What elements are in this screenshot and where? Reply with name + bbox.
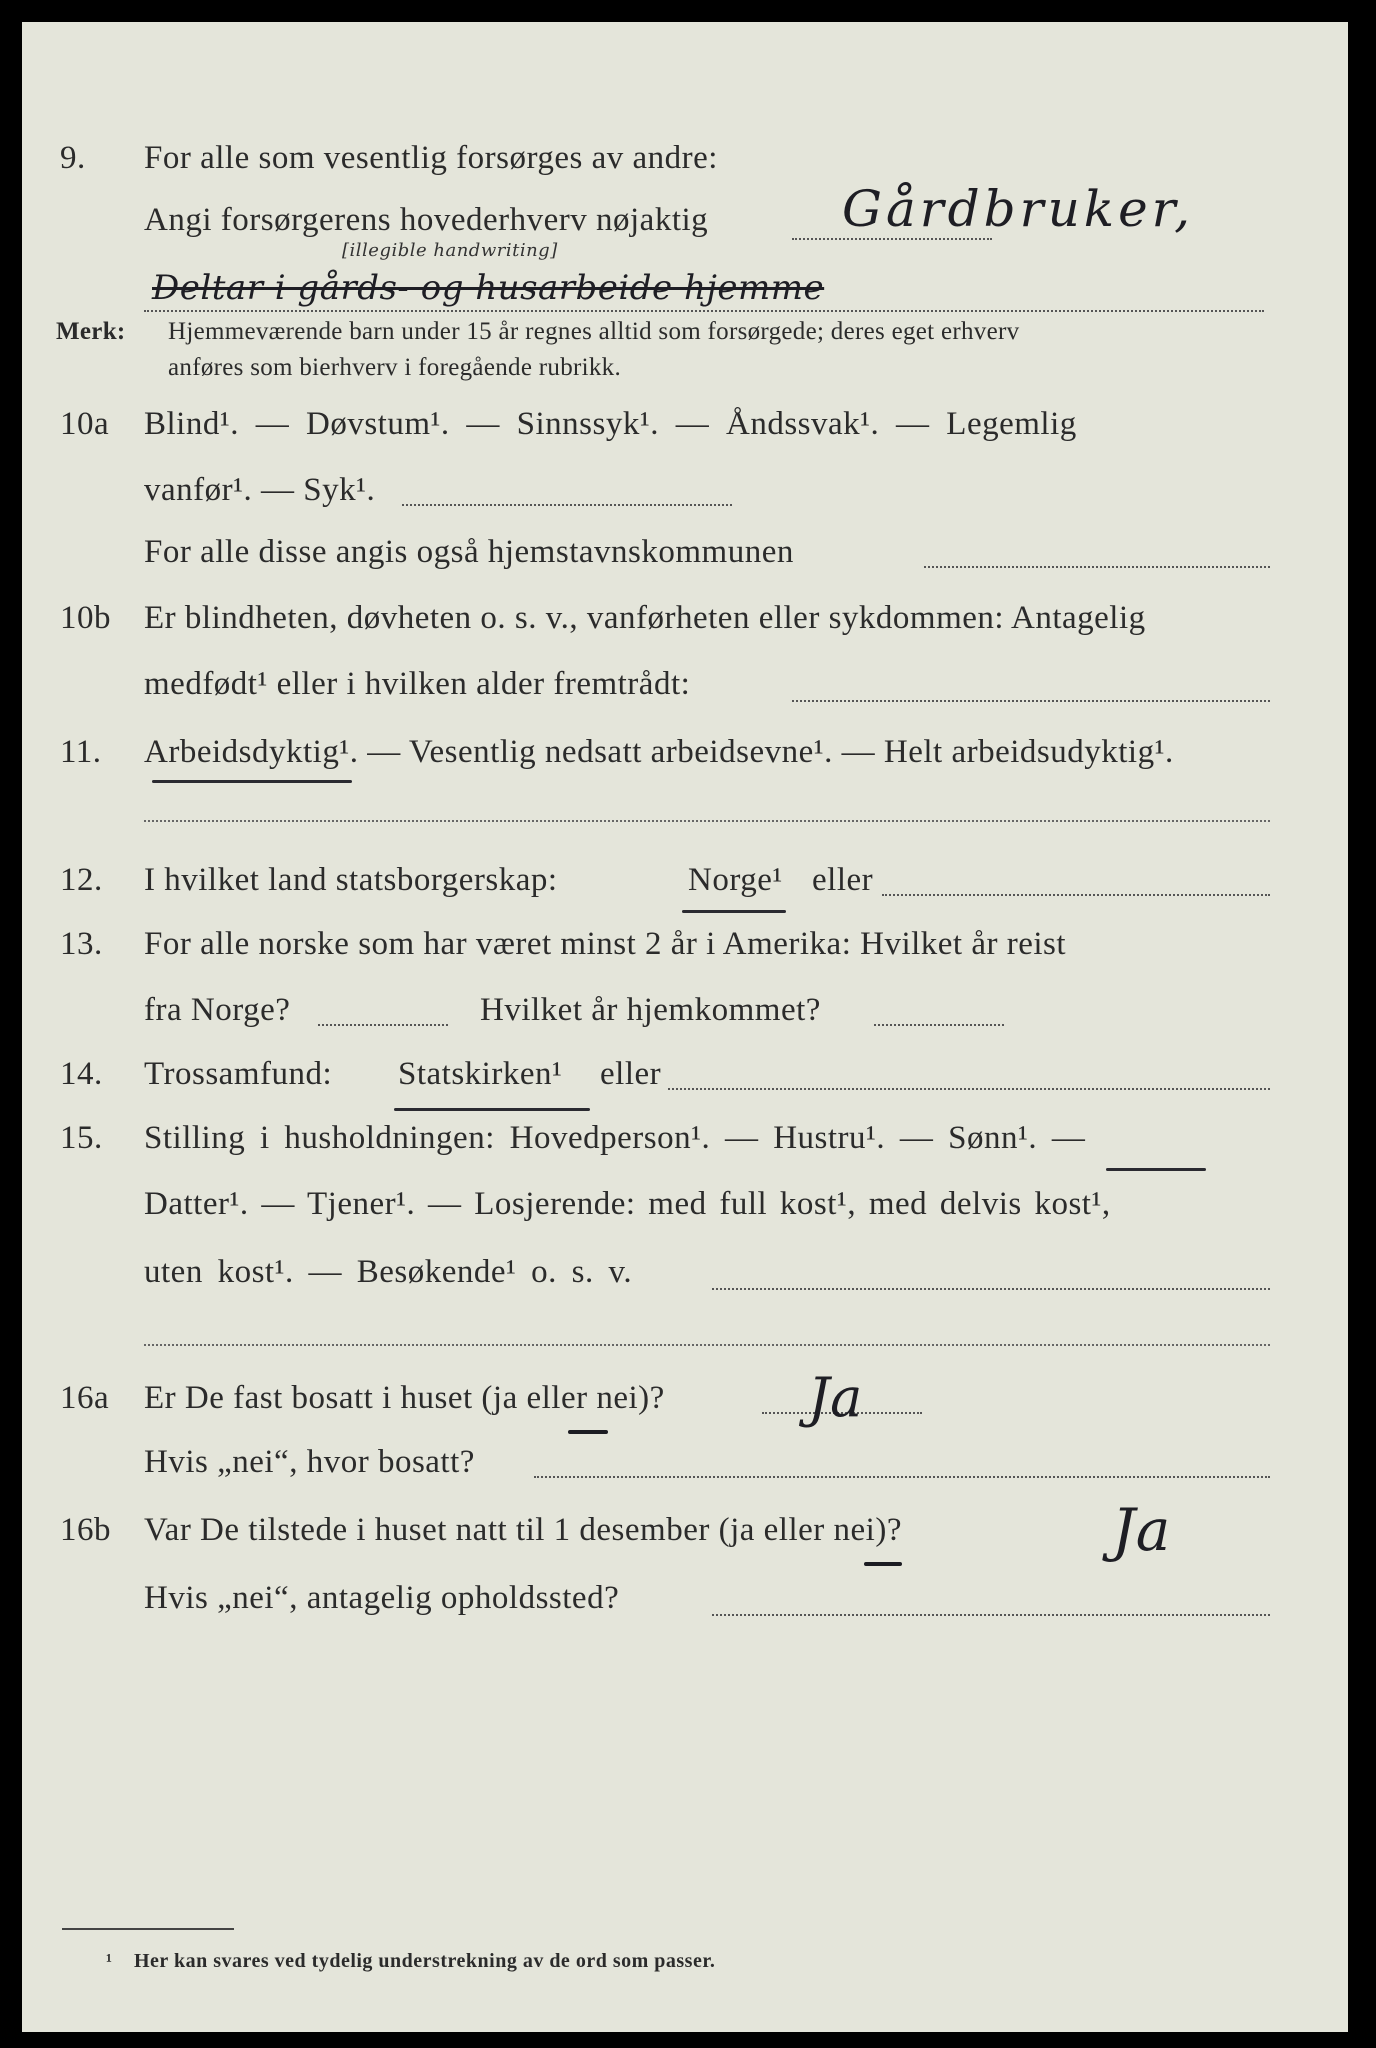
question-text: For alle disse angis også hjemstavnskommunen (144, 534, 794, 570)
note-text: Hjemmeværende barn under 15 år regnes alltid som forsørgede; deres eget erhverv (168, 318, 1020, 345)
question-text: eller (812, 862, 874, 898)
underline-mark (394, 1108, 590, 1111)
question-text: uten kost¹. — Besøkende¹ o. s. v. (144, 1254, 633, 1290)
handwritten-answer: Gårdbruker, (842, 180, 1194, 238)
answer-line (318, 1024, 448, 1026)
question-number: 10a (60, 406, 110, 442)
answer-line (924, 566, 1270, 568)
handwritten-answer: Ja (1112, 1496, 1171, 1564)
underline-mark (568, 1430, 608, 1434)
question-text: Datter¹. — Tjener¹. — Losjerende: med full kost¹, med delvis kost¹, (144, 1186, 1111, 1222)
option-norge: Norge¹ (688, 862, 783, 898)
answer-line (712, 1614, 1270, 1616)
answer-line (144, 310, 1264, 312)
footnote-text: Her kan svares ved tydelig understrekning av de ord som passer. (134, 1950, 716, 1972)
handwritten-insert: [illegible handwriting] (342, 240, 558, 261)
footnote-marker: ¹ (106, 1950, 113, 1972)
question-text: Hvis „nei“, hvor bosatt? (144, 1444, 475, 1480)
underline-mark (682, 910, 786, 913)
question-text: Er blindheten, døvheten o. s. v., vanførheten eller sykdommen: Antagelig (144, 600, 1146, 636)
answer-line (882, 894, 1270, 896)
question-text: Blind¹. — Døvstum¹. — Sinnssyk¹. — Åndssvak¹. — Legemlig (144, 406, 1077, 442)
question-text: Hvilket år hjemkommet? (480, 992, 821, 1028)
question-number: 13. (60, 926, 103, 962)
question-text: fra Norge? (144, 992, 291, 1028)
question-number: 14. (60, 1056, 103, 1092)
question-text: Stilling i husholdningen: Hovedperson¹. — Hustru¹. — Sønn¹. — (144, 1120, 1086, 1156)
answer-line (874, 1024, 1004, 1026)
footnote-divider (62, 1928, 234, 1930)
underline-mark (1106, 1168, 1206, 1171)
note-label: Merk: (56, 318, 126, 345)
question-text: medfødt¹ eller i hvilken alder fremtrådt: (144, 666, 691, 702)
underline-mark (864, 1562, 902, 1566)
answer-line (534, 1476, 1270, 1478)
question-number: 10b (60, 600, 111, 636)
question-text: I hvilket land statsborgerskap: (144, 862, 558, 898)
answer-line (792, 700, 1270, 702)
question-text: For alle norske som har været minst 2 år i Amerika: Hvilket år reist (144, 926, 1067, 962)
question-number: 11. (60, 734, 102, 770)
handwritten-answer: Ja (808, 1366, 863, 1429)
question-text: For alle som vesentlig forsørges av andre: (144, 140, 718, 176)
question-number: 12. (60, 862, 103, 898)
question-text: Var De tilstede i huset natt til 1 desember (ja eller nei)? (144, 1512, 902, 1548)
question-text: Er De fast bosatt i huset (ja eller nei)? (144, 1380, 665, 1416)
question-text: Trossamfund: (144, 1056, 333, 1092)
answer-line (668, 1088, 1270, 1090)
answer-line (144, 820, 1270, 822)
question-text: vanfør¹. — Syk¹. (144, 472, 376, 508)
answer-line (792, 238, 992, 240)
census-form-page (22, 22, 1348, 2032)
question-text: eller (600, 1056, 662, 1092)
handwritten-answer: Deltar i gårds- og husarbeide hjemme (152, 268, 825, 308)
question-number: 16a (60, 1380, 110, 1416)
question-number: 15. (60, 1120, 103, 1156)
question-text: Hvis „nei“, antagelig opholdssted? (144, 1580, 620, 1616)
answer-line (144, 1344, 1270, 1346)
note-text: anføres som bierhverv i foregående rubrikk. (168, 354, 622, 381)
option-statskirken: Statskirken¹ (398, 1056, 563, 1092)
question-number: 16b (60, 1512, 111, 1548)
answer-line (402, 504, 732, 506)
question-text: Arbeidsdyktig¹. — Vesentlig nedsatt arbeidsevne¹. — Helt arbeidsudyktig¹. (144, 734, 1174, 770)
question-text: Angi forsørgerens hovederhverv nøjaktig (144, 202, 709, 238)
answer-line (712, 1288, 1270, 1290)
question-number: 9. (60, 140, 86, 176)
underline-mark (152, 780, 352, 783)
